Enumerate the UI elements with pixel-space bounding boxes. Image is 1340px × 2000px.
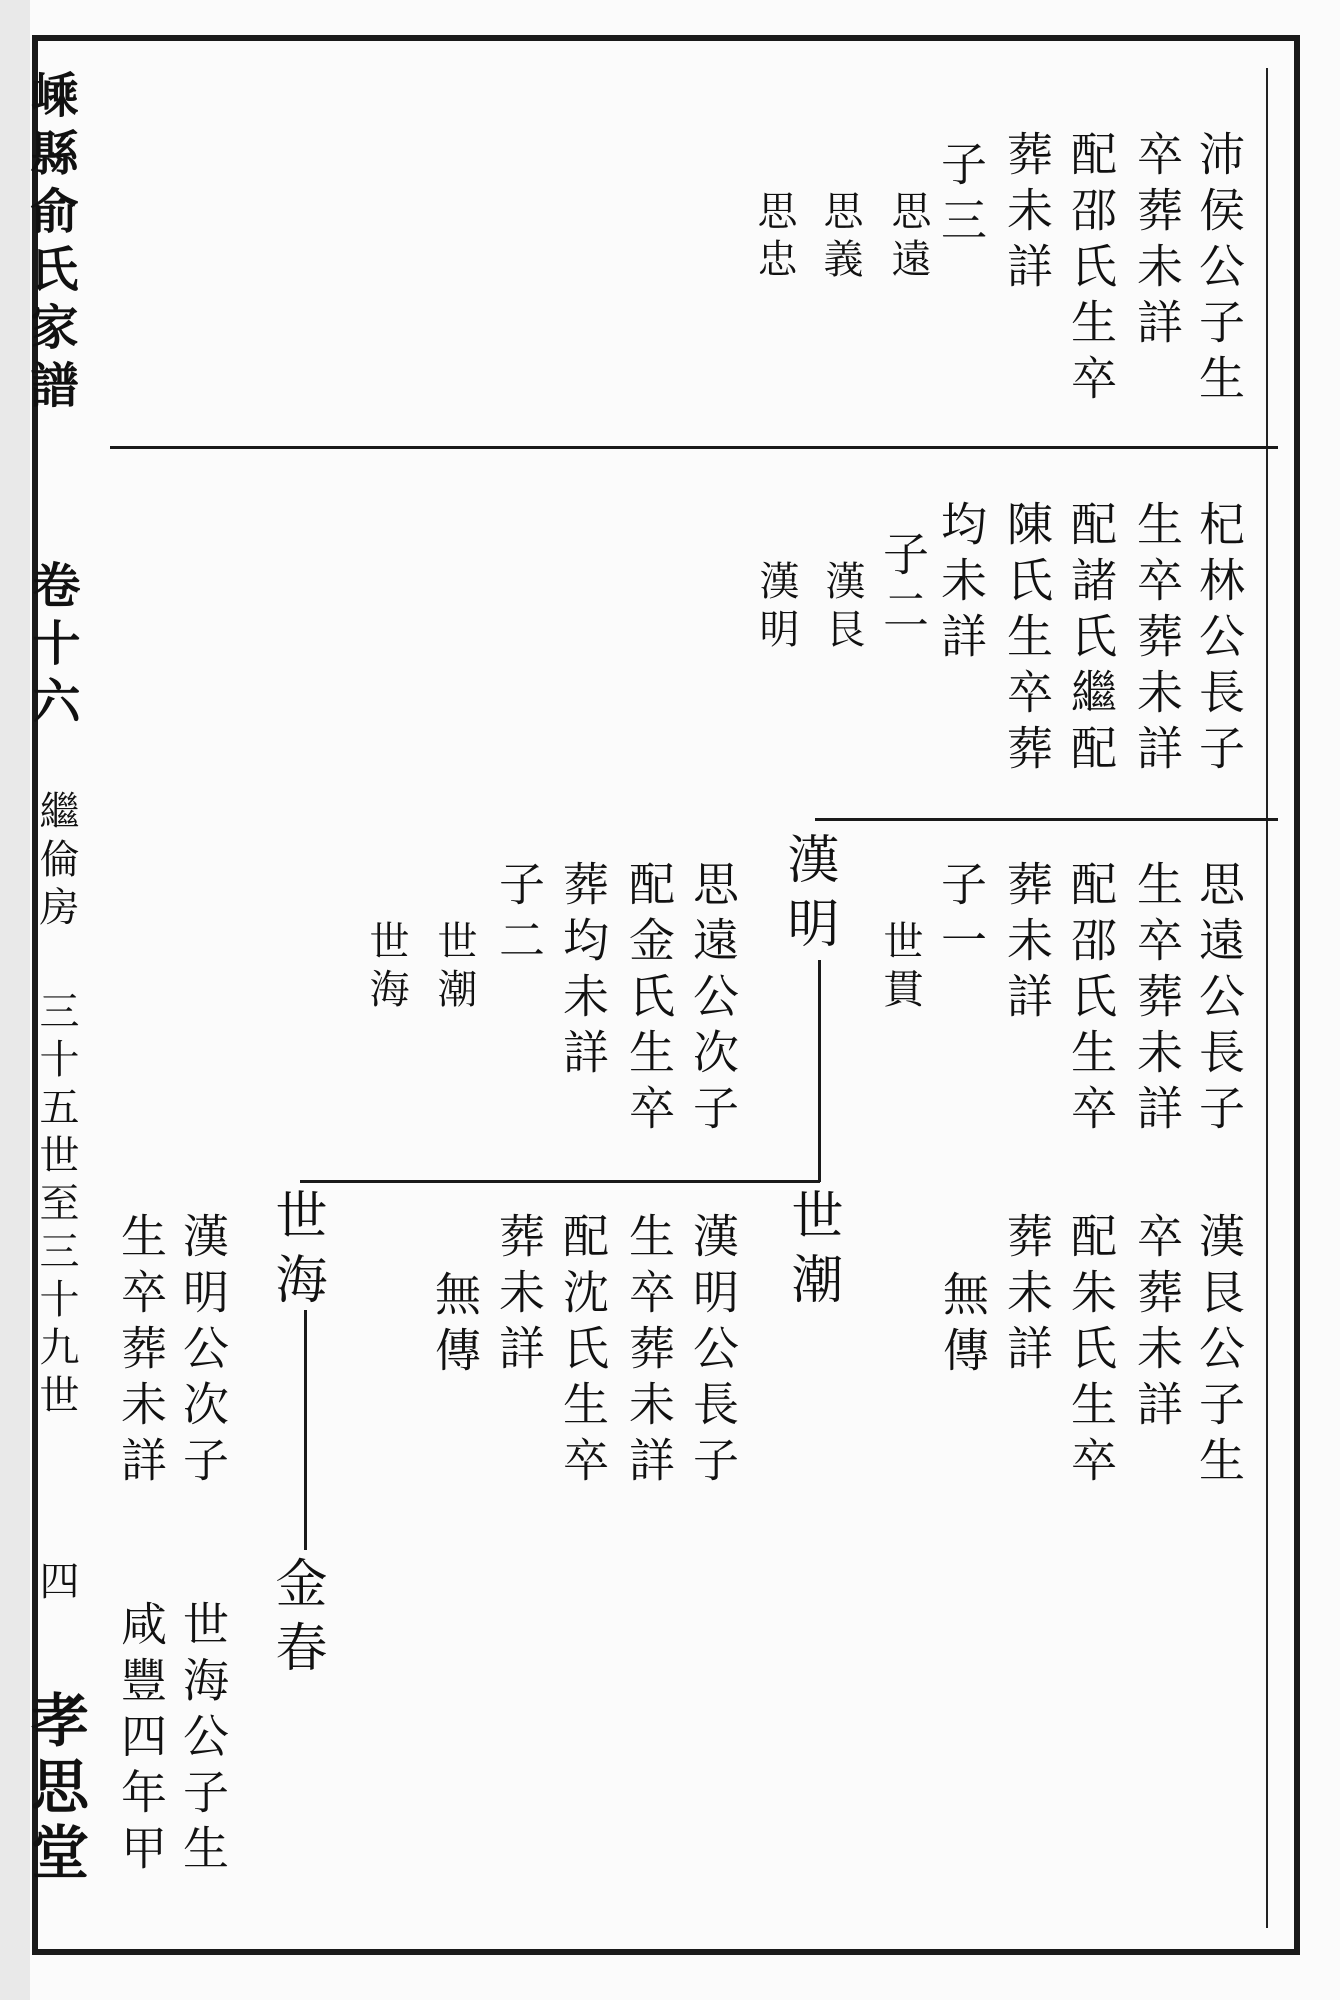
son-name: 漢艮 bbox=[819, 560, 865, 656]
sons-label: 子三 bbox=[934, 140, 988, 252]
entry-line: 咸豐四年甲 bbox=[114, 1600, 168, 1880]
sons-label: 子一 bbox=[934, 860, 988, 972]
entry-line: 葬未詳 bbox=[1000, 130, 1054, 298]
entry-line: 杞林公長子 bbox=[1192, 500, 1246, 780]
connector-hanming bbox=[818, 960, 821, 1182]
entry-line: 均未詳 bbox=[934, 500, 988, 668]
entry-line: 漢明公長子 bbox=[686, 1212, 740, 1492]
entry-line: 卒葬未詳 bbox=[1130, 130, 1184, 354]
entry-line: 配邵氏生卒 bbox=[1064, 860, 1118, 1140]
son-name: 世海 bbox=[363, 920, 409, 1016]
son-name: 思忠 bbox=[751, 190, 797, 286]
entry-line: 生卒葬未詳 bbox=[1130, 500, 1184, 780]
person-name: 世潮 bbox=[782, 1188, 842, 1316]
sons-label: 子二 bbox=[492, 860, 546, 972]
divider-1 bbox=[110, 446, 1278, 449]
book-title: 嵊縣俞氏家譜 bbox=[22, 70, 78, 418]
divider-3 bbox=[300, 1180, 820, 1183]
no-heir-note: 無傳 bbox=[428, 1270, 482, 1382]
entry-line: 陳氏生卒葬 bbox=[1000, 500, 1054, 780]
entry-line: 葬未詳 bbox=[1000, 1212, 1054, 1380]
divider-2 bbox=[815, 818, 1278, 821]
entry-line: 沛侯公子生 bbox=[1192, 130, 1246, 410]
entry-line: 思遠公長子 bbox=[1192, 860, 1246, 1140]
entry-line: 葬未詳 bbox=[1000, 860, 1054, 1028]
entry-line: 配金氏生卒 bbox=[622, 860, 676, 1140]
sons-label: 子二 bbox=[876, 530, 930, 642]
entry-line: 思遠公次子 bbox=[686, 860, 740, 1140]
entry-line: 葬均未詳 bbox=[556, 860, 610, 1084]
hall-name: 孝思堂 bbox=[21, 1690, 89, 1888]
entry-line: 配朱氏生卒 bbox=[1064, 1212, 1118, 1492]
entry-line: 配邵氏生卒 bbox=[1064, 130, 1118, 410]
entry-line: 配諸氏繼配 bbox=[1064, 500, 1118, 780]
branch-label: 繼倫房 bbox=[33, 790, 79, 934]
page-number: 四 bbox=[33, 1560, 79, 1608]
person-name: 漢明 bbox=[778, 832, 838, 960]
person-name: 金春 bbox=[266, 1556, 326, 1684]
entry-line: 漢艮公子生 bbox=[1192, 1212, 1246, 1492]
son-name: 世貫 bbox=[877, 920, 923, 1016]
entry-line: 葬未詳 bbox=[492, 1212, 546, 1380]
son-name: 思義 bbox=[817, 190, 863, 286]
entry-line: 世海公子生 bbox=[176, 1600, 230, 1880]
volume-label: 卷十六 bbox=[24, 560, 80, 734]
no-heir-note: 無傳 bbox=[936, 1270, 990, 1382]
entry-line: 漢明公次子 bbox=[176, 1212, 230, 1492]
entry-line: 生卒葬未詳 bbox=[622, 1212, 676, 1492]
person-name: 世海 bbox=[266, 1188, 326, 1316]
son-name: 思遠 bbox=[885, 190, 931, 286]
entry-line: 生卒葬未詳 bbox=[1130, 860, 1184, 1140]
entry-line: 卒葬未詳 bbox=[1130, 1212, 1184, 1436]
son-name: 世潮 bbox=[431, 920, 477, 1016]
connector-shihai bbox=[304, 1310, 307, 1550]
generation-range: 三十五世至三十九世 bbox=[33, 990, 79, 1422]
entry-line: 生卒葬未詳 bbox=[114, 1212, 168, 1492]
entry-line: 配沈氏生卒 bbox=[556, 1212, 610, 1492]
frame-inner-rule bbox=[1266, 68, 1268, 1928]
son-name: 漢明 bbox=[753, 560, 799, 656]
